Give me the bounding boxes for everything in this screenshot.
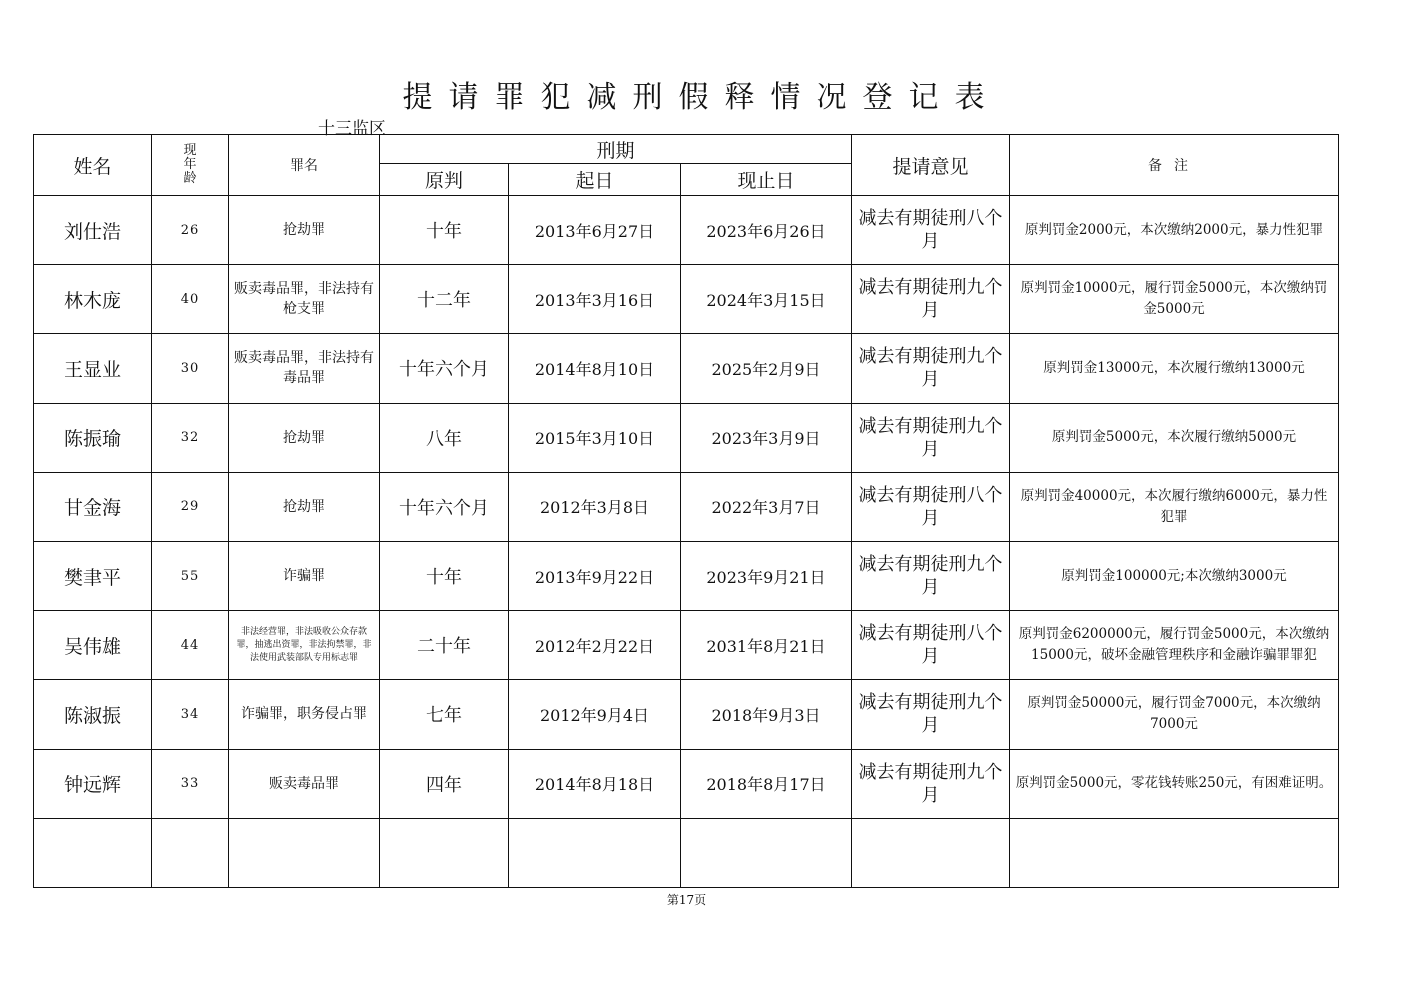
cell-crime: 贩卖毒品罪，非法持有毒品罪 — [229, 334, 380, 403]
cell-opinion — [852, 818, 1010, 887]
cell-age: 33 — [152, 749, 229, 818]
cell-name — [34, 818, 152, 887]
cell-end-date: 2023年3月9日 — [681, 403, 852, 472]
cell-name: 林木庞 — [34, 265, 152, 334]
cell-opinion: 减去有期徒刑九个月 — [852, 403, 1010, 472]
header-sentence-group: 刑期 — [380, 135, 852, 164]
page-title: 提请罪犯减刑假释情况登记表 — [402, 80, 1001, 115]
cell-start-date: 2013年6月27日 — [509, 196, 681, 265]
cell-opinion: 减去有期徒刑九个月 — [852, 265, 1010, 334]
cell-crime: 诈骗罪 — [229, 541, 380, 610]
cell-note: 原判罚金10000元，履行罚金5000元，本次缴纳罚金5000元 — [1010, 265, 1339, 334]
cell-end-date: 2023年6月26日 — [681, 196, 852, 265]
table-row — [34, 334, 1339, 403]
cell-term: 十年六个月 — [380, 334, 509, 403]
cell-crime: 贩卖毒品罪 — [229, 749, 380, 818]
cell-age: 40 — [152, 265, 229, 334]
header-age — [152, 135, 229, 196]
cell-opinion: 减去有期徒刑八个月 — [852, 472, 1010, 541]
cell-end-date: 2023年9月21日 — [681, 541, 852, 610]
table-row — [34, 749, 1339, 818]
table-row — [34, 818, 1339, 887]
cell-note: 原判罚金13000元，本次履行缴纳13000元 — [1010, 334, 1339, 403]
cell-age: 34 — [152, 680, 229, 749]
cell-opinion: 减去有期徒刑九个月 — [852, 749, 1010, 818]
cell-crime: 抢劫罪 — [229, 196, 380, 265]
cell-opinion: 减去有期徒刑九个月 — [852, 541, 1010, 610]
cell-age: 26 — [152, 196, 229, 265]
cell-term: 十年 — [380, 541, 509, 610]
cell-start-date: 2012年3月8日 — [509, 472, 681, 541]
cell-age: 55 — [152, 541, 229, 610]
table-row — [34, 196, 1339, 265]
cell-note: 原判罚金5000元，本次履行缴纳5000元 — [1010, 403, 1339, 472]
table-row — [34, 403, 1339, 472]
cell-end-date — [681, 818, 852, 887]
cell-term: 十年六个月 — [380, 472, 509, 541]
cell-term: 十年 — [380, 196, 509, 265]
cell-start-date: 2014年8月18日 — [509, 749, 681, 818]
cell-name: 王显业 — [34, 334, 152, 403]
table-row — [34, 265, 1339, 334]
cell-term: 四年 — [380, 749, 509, 818]
table-row — [34, 680, 1339, 749]
header-original: 原判 — [380, 164, 509, 196]
cell-note — [1010, 818, 1339, 887]
header-note: 备注 — [1010, 135, 1339, 196]
cell-name: 陈淑振 — [34, 680, 152, 749]
cell-crime: 贩卖毒品罪，非法持有枪支罪 — [229, 265, 380, 334]
header-age-line: 年 — [183, 157, 197, 172]
cell-note: 原判罚金6200000元，履行罚金5000元，本次缴纳15000元，破坏金融管理秩序和金融诈骗罪罪犯 — [1010, 611, 1339, 680]
cell-start-date — [509, 818, 681, 887]
cell-crime: 抢劫罪 — [229, 472, 380, 541]
cell-term — [380, 818, 509, 887]
cell-note: 原判罚金100000元;本次缴纳3000元 — [1010, 541, 1339, 610]
cell-name: 陈振瑜 — [34, 403, 152, 472]
table-body — [34, 196, 1339, 888]
cell-opinion: 减去有期徒刑八个月 — [852, 196, 1010, 265]
cell-crime — [229, 818, 380, 887]
cell-term: 八年 — [380, 403, 509, 472]
header-name: 姓名 — [34, 135, 152, 196]
header-opinion: 提请意见 — [852, 135, 1010, 196]
header-age-line: 龄 — [183, 171, 197, 186]
cell-end-date: 2024年3月15日 — [681, 265, 852, 334]
cell-end-date: 2031年8月21日 — [681, 611, 852, 680]
cell-opinion: 减去有期徒刑八个月 — [852, 611, 1010, 680]
cell-crime: 诈骗罪，职务侵占罪 — [229, 680, 380, 749]
header-crime: 罪名 — [229, 135, 380, 196]
cell-age: 32 — [152, 403, 229, 472]
cell-end-date: 2018年9月3日 — [681, 680, 852, 749]
cell-age — [152, 818, 229, 887]
cell-start-date: 2013年3月16日 — [509, 265, 681, 334]
cell-end-date: 2025年2月9日 — [681, 334, 852, 403]
cell-opinion: 减去有期徒刑九个月 — [852, 334, 1010, 403]
register-table — [33, 134, 1339, 888]
cell-end-date: 2022年3月7日 — [681, 472, 852, 541]
cell-start-date: 2012年9月4日 — [509, 680, 681, 749]
cell-start-date: 2014年8月10日 — [509, 334, 681, 403]
cell-end-date: 2018年8月17日 — [681, 749, 852, 818]
district-label: 十三监区 — [318, 119, 386, 139]
cell-name: 刘仕浩 — [34, 196, 152, 265]
cell-note: 原判罚金50000元，履行罚金7000元，本次缴纳7000元 — [1010, 680, 1339, 749]
table-row — [34, 472, 1339, 541]
cell-opinion: 减去有期徒刑九个月 — [852, 680, 1010, 749]
cell-note: 原判罚金2000元，本次缴纳2000元，暴力性犯罪 — [1010, 196, 1339, 265]
table-row — [34, 541, 1339, 610]
page-number: 第17页 — [666, 893, 707, 907]
cell-start-date: 2015年3月10日 — [509, 403, 681, 472]
cell-crime: 抢劫罪 — [229, 403, 380, 472]
cell-name: 樊聿平 — [34, 541, 152, 610]
cell-term: 七年 — [380, 680, 509, 749]
table-row — [34, 611, 1339, 680]
cell-start-date: 2013年9月22日 — [509, 541, 681, 610]
cell-age: 30 — [152, 334, 229, 403]
cell-name: 甘金海 — [34, 472, 152, 541]
cell-start-date: 2012年2月22日 — [509, 611, 681, 680]
header-start: 起日 — [509, 164, 681, 196]
header-age-line: 现 — [183, 143, 197, 158]
cell-note: 原判罚金40000元，本次履行缴纳6000元，暴力性犯罪 — [1010, 472, 1339, 541]
cell-age: 44 — [152, 611, 229, 680]
cell-term: 二十年 — [380, 611, 509, 680]
cell-term: 十二年 — [380, 265, 509, 334]
cell-note: 原判罚金5000元，零花钱转账250元，有困难证明。 — [1010, 749, 1339, 818]
cell-age: 29 — [152, 472, 229, 541]
cell-name: 钟远辉 — [34, 749, 152, 818]
cell-name: 吴伟雄 — [34, 611, 152, 680]
header-end: 现止日 — [681, 164, 852, 196]
cell-crime: 非法经营罪，非法吸收公众存款罪，抽逃出资罪，非法拘禁罪，非法使用武装部队专用标志罪 — [229, 611, 380, 680]
